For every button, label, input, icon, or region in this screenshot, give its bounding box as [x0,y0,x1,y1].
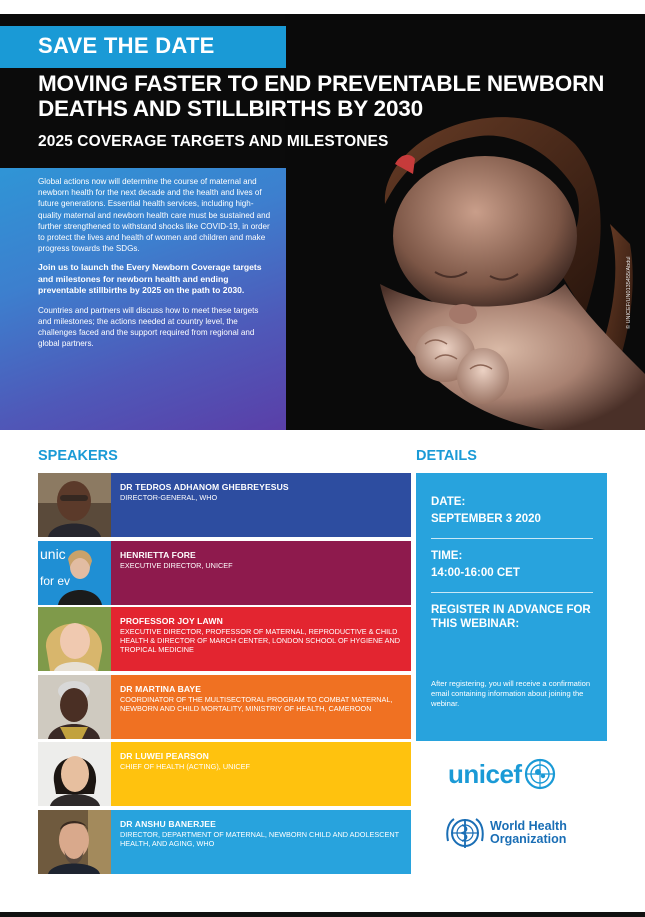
svg-text:for ev: for ev [40,574,71,588]
speaker-role: CHIEF OF HEALTH (ACTING), UNICEF [120,762,250,771]
save-the-date-banner: SAVE THE DATE [0,26,286,68]
details-heading: DETAILS [416,448,477,464]
speaker-info [111,607,411,671]
time-value: 14:00-16:00 CET [431,567,520,579]
divider [431,592,593,593]
speaker-card [38,541,411,605]
who-wordmark [490,820,567,846]
speaker-name: DR TEDROS ADHANOM GHEBREYESUS [120,482,289,492]
register-label[interactable]: REGISTER IN ADVANCE FOR THIS WEBINAR: [431,604,591,630]
who-name-line: Organization [490,832,567,846]
time-label: TIME: [431,550,463,562]
svg-text:unic: unic [40,546,66,562]
speaker-info [111,675,411,739]
speaker-info [111,742,411,806]
event-subtitle: 2025 COVERAGE TARGETS AND MILESTONES [38,133,389,150]
speaker-photo [38,473,111,537]
speaker-role: DIRECTOR, DEPARTMENT OF MATERNAL, NEWBORN CHILD AND ADOLESCENT HEALTH, AND AGING, WHO [120,830,399,849]
speaker-role: DIRECTOR-GENERAL, WHO [120,493,218,502]
event-title: MOVING FASTER TO END PREVENTABLE NEWBORN DEATHS AND STILLBIRTHS BY 2030 [38,71,605,121]
speaker-photo [38,675,111,739]
intro-call-to-action: Join us to launch the Every Newborn Coverage targets and milestones for newborn health and ending preventable stillbirths by 2025 on the path to 2030. [38,262,262,296]
who-emblem-icon [444,815,486,851]
speaker-card [38,742,411,806]
divider [431,538,593,539]
speaker-card [38,473,411,537]
date-label: DATE: [431,496,466,508]
speaker-card [38,810,411,874]
who-name-line: World Health [490,819,567,833]
unicef-wordmark: unicef [448,758,522,789]
intro-paragraph: Global actions now will determine the course of maternal and newborn health for the next decade and the health and lives of future generations. Essential health services, including high-quality maternal and newborn health care must be sustained and further strengthened to withstand shocks like COVID-19, in order to protect the lives and health of women and children and make progress towards the SDGs. [38,177,271,254]
footer-bar [0,912,645,917]
speaker-photo [38,541,111,605]
date-value: SEPTEMBER 3 2020 [431,513,541,525]
speaker-info [111,473,411,537]
speaker-name: DR MARTINA BAYE [120,684,202,694]
speaker-role: COORDINATOR OF THE MULTISECTORAL PROGRAM TO COMBAT MATERNAL, NEWBORN AND CHILD MORTALITY, MINISTRIY OF HEALTH, CAMEROON [120,695,393,714]
register-note: After registering, you will receive a confirmation email containing information about joining the webinar. [431,679,591,708]
speaker-name: DR ANSHU BANERJEE [120,819,216,829]
speaker-card [38,607,411,671]
speaker-info [111,541,411,605]
unicef-logo [448,758,556,790]
speakers-heading: SPEAKERS [38,448,118,464]
photo-credit: © UNICEF/UN0135455/Abdul [626,256,632,329]
speaker-role: EXECUTIVE DIRECTOR, PROFESSOR OF MATERNAL, REPRODUCTIVE & CHILD HEALTH & DIRECTOR OF MARCH CENTER, LONDON SCHOOL OF HYGIENE AND TROPICAL MEDICINE [120,627,401,655]
speaker-name: DR LUWEI PEARSON [120,751,209,761]
speaker-card [38,675,411,739]
speaker-photo [38,810,111,874]
speaker-role: EXECUTIVE DIRECTOR, UNICEF [120,561,233,570]
intro-paragraph: Countries and partners will discuss how to meet these targets and milestones; the actions needed at country level, the challenges faced and the support required from regional and global partners. [38,305,259,349]
speaker-name: PROFESSOR JOY LAWN [120,616,223,626]
speaker-name: HENRIETTA FORE [120,550,196,560]
unicef-emblem-icon [524,758,556,790]
speaker-photo [38,607,111,671]
who-logo [444,815,567,851]
speaker-photo [38,742,111,806]
speaker-info [111,810,411,874]
hero-section [0,14,645,430]
intro-text-box [0,168,286,430]
details-box [416,473,607,741]
